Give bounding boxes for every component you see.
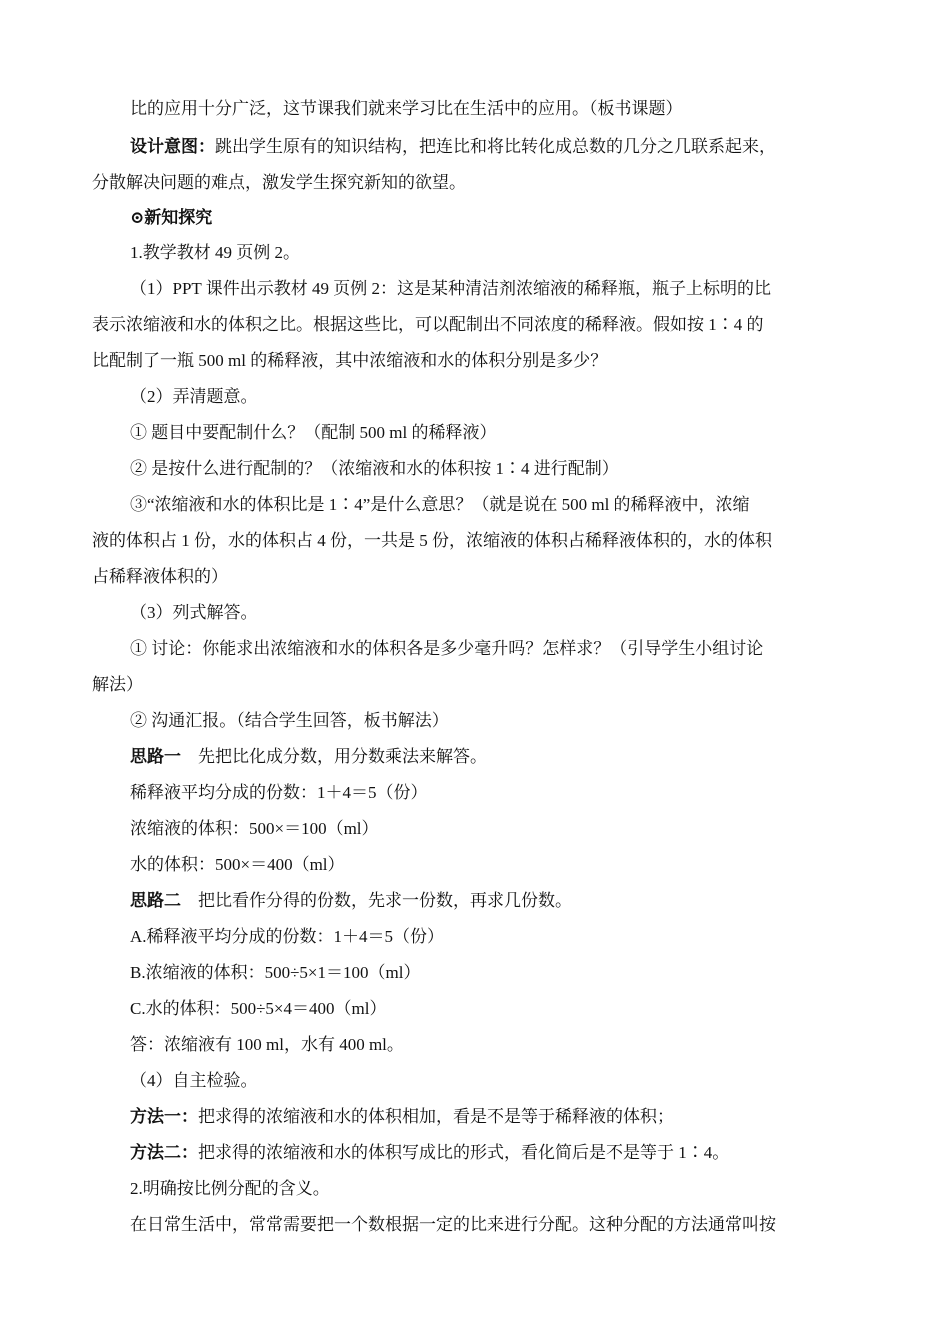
step-1-line-cont2: 比配制了一瓶 500 ml 的稀释液，其中浓缩液和水的体积分别是多少？: [92, 351, 608, 370]
closing-line: 在日常生活中，常常需要把一个数根据一定的比来进行分配。这种分配的方法通常叫按: [130, 1215, 776, 1234]
report-line: ② 沟通汇报。（结合学生回答，板书解法）: [130, 711, 449, 730]
line-intro: 比的应用十分广泛，这节课我们就来学习比在生活中的应用。（板书课题）: [130, 99, 683, 118]
calc-water: 水的体积：500×＝400（ml）: [130, 855, 345, 874]
calc-a: A.稀释液平均分成的份数：1＋4＝5（份）: [130, 927, 445, 946]
question-3-cont: 液的体积占 1 份，水的体积占 4 份，一共是 5 份，浓缩液的体积占稀释液体积的，水的体积: [92, 531, 772, 550]
calc-b: B.浓缩液的体积：500÷5×1＝100（ml）: [130, 963, 421, 982]
step-4-heading: （4）自主检验。: [130, 1071, 258, 1090]
approach-1-label: 思路一: [130, 747, 181, 766]
approach-1: 思路一 先把比化成分数，用分数乘法来解答。: [130, 747, 487, 766]
calc-parts: 稀释液平均分成的份数：1＋4＝5（份）: [130, 783, 428, 802]
design-intent-label: 设计意图：: [130, 137, 215, 156]
item-1-heading: 1.教学教材 49 页例 2。: [130, 243, 300, 262]
method-1: 方法一：把求得的浓缩液和水的体积相加，看是不是等于稀释液的体积；: [130, 1107, 674, 1126]
line-design-intent: 设计意图：跳出学生原有的知识结构，把连比和将比转化成总数的几分之几联系起来，: [130, 137, 776, 156]
discussion-line-cont: 解法）: [92, 675, 143, 694]
method-2: 方法二：把求得的浓缩液和水的体积写成比的形式，看化简后是不是等于 1∶4。: [130, 1143, 730, 1162]
method-1-label: 方法一：: [130, 1107, 198, 1126]
step-3-heading: （3）列式解答。: [130, 603, 258, 622]
question-1: ① 题目中要配制什么？（配制 500 ml 的稀释液）: [130, 423, 497, 442]
calc-concentrate: 浓缩液的体积：500×＝100（ml）: [130, 819, 379, 838]
approach-2-label: 思路二: [130, 891, 181, 910]
discussion-line: ① 讨论：你能求出浓缩液和水的体积各是多少毫升吗？怎样求？（引导学生小组讨论: [130, 639, 764, 658]
line-design-intent-cont: 分散解决问题的难点，激发学生探究新知的欲望。: [92, 173, 466, 192]
answer-line: 答：浓缩液有 100 ml，水有 400 ml。: [130, 1035, 404, 1054]
item-2-heading: 2.明确按比例分配的含义。: [130, 1179, 330, 1198]
calc-c: C.水的体积：500÷5×4＝400（ml）: [130, 999, 387, 1018]
step-1-line-cont: 表示浓缩液和水的体积之比。根据这些比，可以配制出不同浓度的稀释液。假如按 1∶4 的: [92, 315, 764, 334]
step-1-line: （1）PPT 课件出示教材 49 页例 2：这是某种清洁剂浓缩液的稀释瓶，瓶子上标明的比: [130, 279, 771, 298]
step-2-heading: （2）弄清题意。: [130, 387, 258, 406]
approach-2: 思路二 把比看作分得的份数，先求一份数，再求几份数。: [130, 891, 572, 910]
question-3: ③“浓缩液和水的体积比是 1∶4”是什么意思？（就是说在 500 ml 的稀释液中，浓缩: [130, 495, 750, 514]
question-3-cont2: 占稀释液体积的）: [92, 567, 228, 586]
question-2: ② 是按什么进行配制的？（浓缩液和水的体积按 1∶4 进行配制）: [130, 459, 619, 478]
method-2-label: 方法二：: [130, 1143, 198, 1162]
section-heading: ⊙新知探究: [130, 208, 213, 227]
